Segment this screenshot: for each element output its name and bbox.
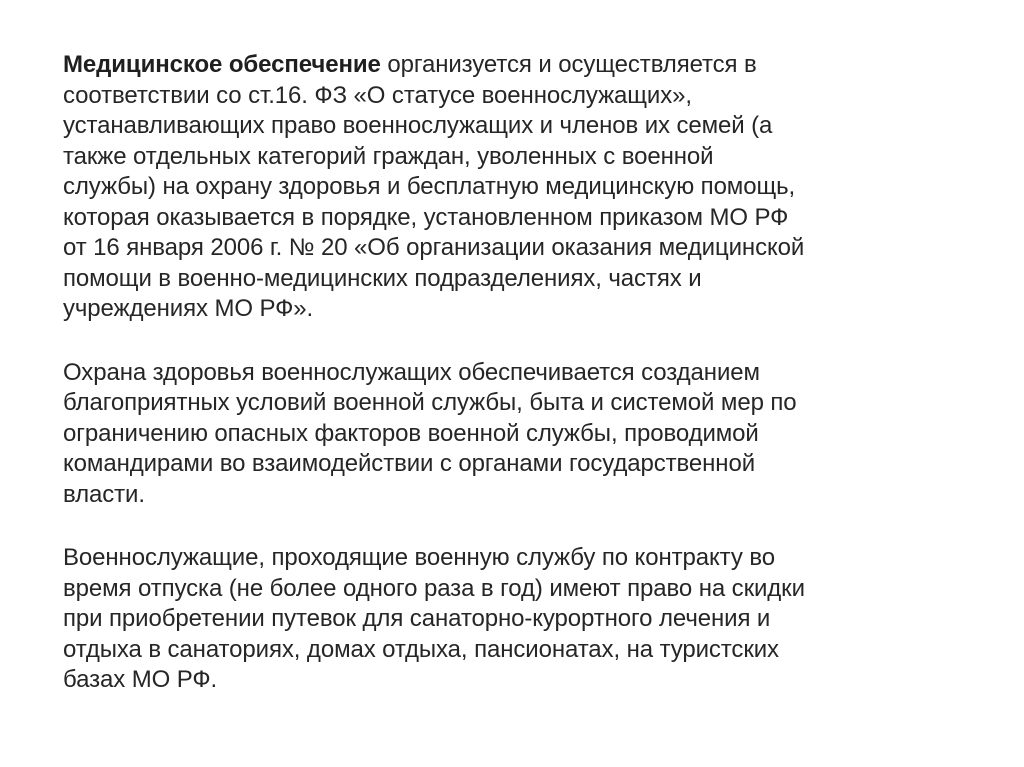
text-line: службы) на охрану здоровья и бесплатную медицинскую помощь, <box>63 173 796 200</box>
text-line: власти. <box>63 480 145 508</box>
text-line: помощи в военно-медицинских подразделениях, частях и <box>63 264 702 292</box>
text-line: соответствии со ст.16. ФЗ «О статусе военнослужащих», <box>63 81 692 109</box>
text-line: Военнослужащие, проходящие военную службу по контракту во <box>63 544 775 571</box>
paragraph-resort-discounts <box>63 543 973 696</box>
slide-body <box>63 50 973 696</box>
text-line: устанавливающих право военнослужащих и членов их семей (а <box>63 112 773 139</box>
text-line: при приобретении путевок для санаторно-курортного лечения и <box>63 605 771 632</box>
text-line: Охрана здоровья военнослужащих обеспечивается созданием <box>63 358 760 386</box>
paragraph-health-protection <box>63 358 973 511</box>
text-fragment: организуется и осуществляется в <box>380 51 757 78</box>
text-line: от 16 января 2006 г. № 20 «Об организации оказания медицинской <box>63 234 805 261</box>
text-line: отдыха в санаториях, домах отдыха, пансионатах, на туристских <box>63 635 779 663</box>
paragraph-medical-support <box>63 50 973 325</box>
text-line: командирами во взаимодействии с органами государственной <box>63 450 756 477</box>
text-line: благоприятных условий военной службы, быта и системой мер по <box>63 389 797 416</box>
text-line: базах МО РФ. <box>63 666 218 693</box>
text-line: которая оказывается в порядке, установленном приказом МО РФ <box>63 203 789 231</box>
text-line <box>63 50 973 81</box>
bold-term: Медицинское обеспечение <box>63 51 381 78</box>
text-line: также отдельных категорий граждан, уволенных с военной <box>63 142 714 170</box>
text-line: ограничению опасных факторов военной службы, проводимой <box>63 419 759 447</box>
text-line: время отпуска (не более одного раза в год) имеют право на скидки <box>63 574 805 602</box>
text-line: учреждениях МО РФ». <box>63 295 314 322</box>
